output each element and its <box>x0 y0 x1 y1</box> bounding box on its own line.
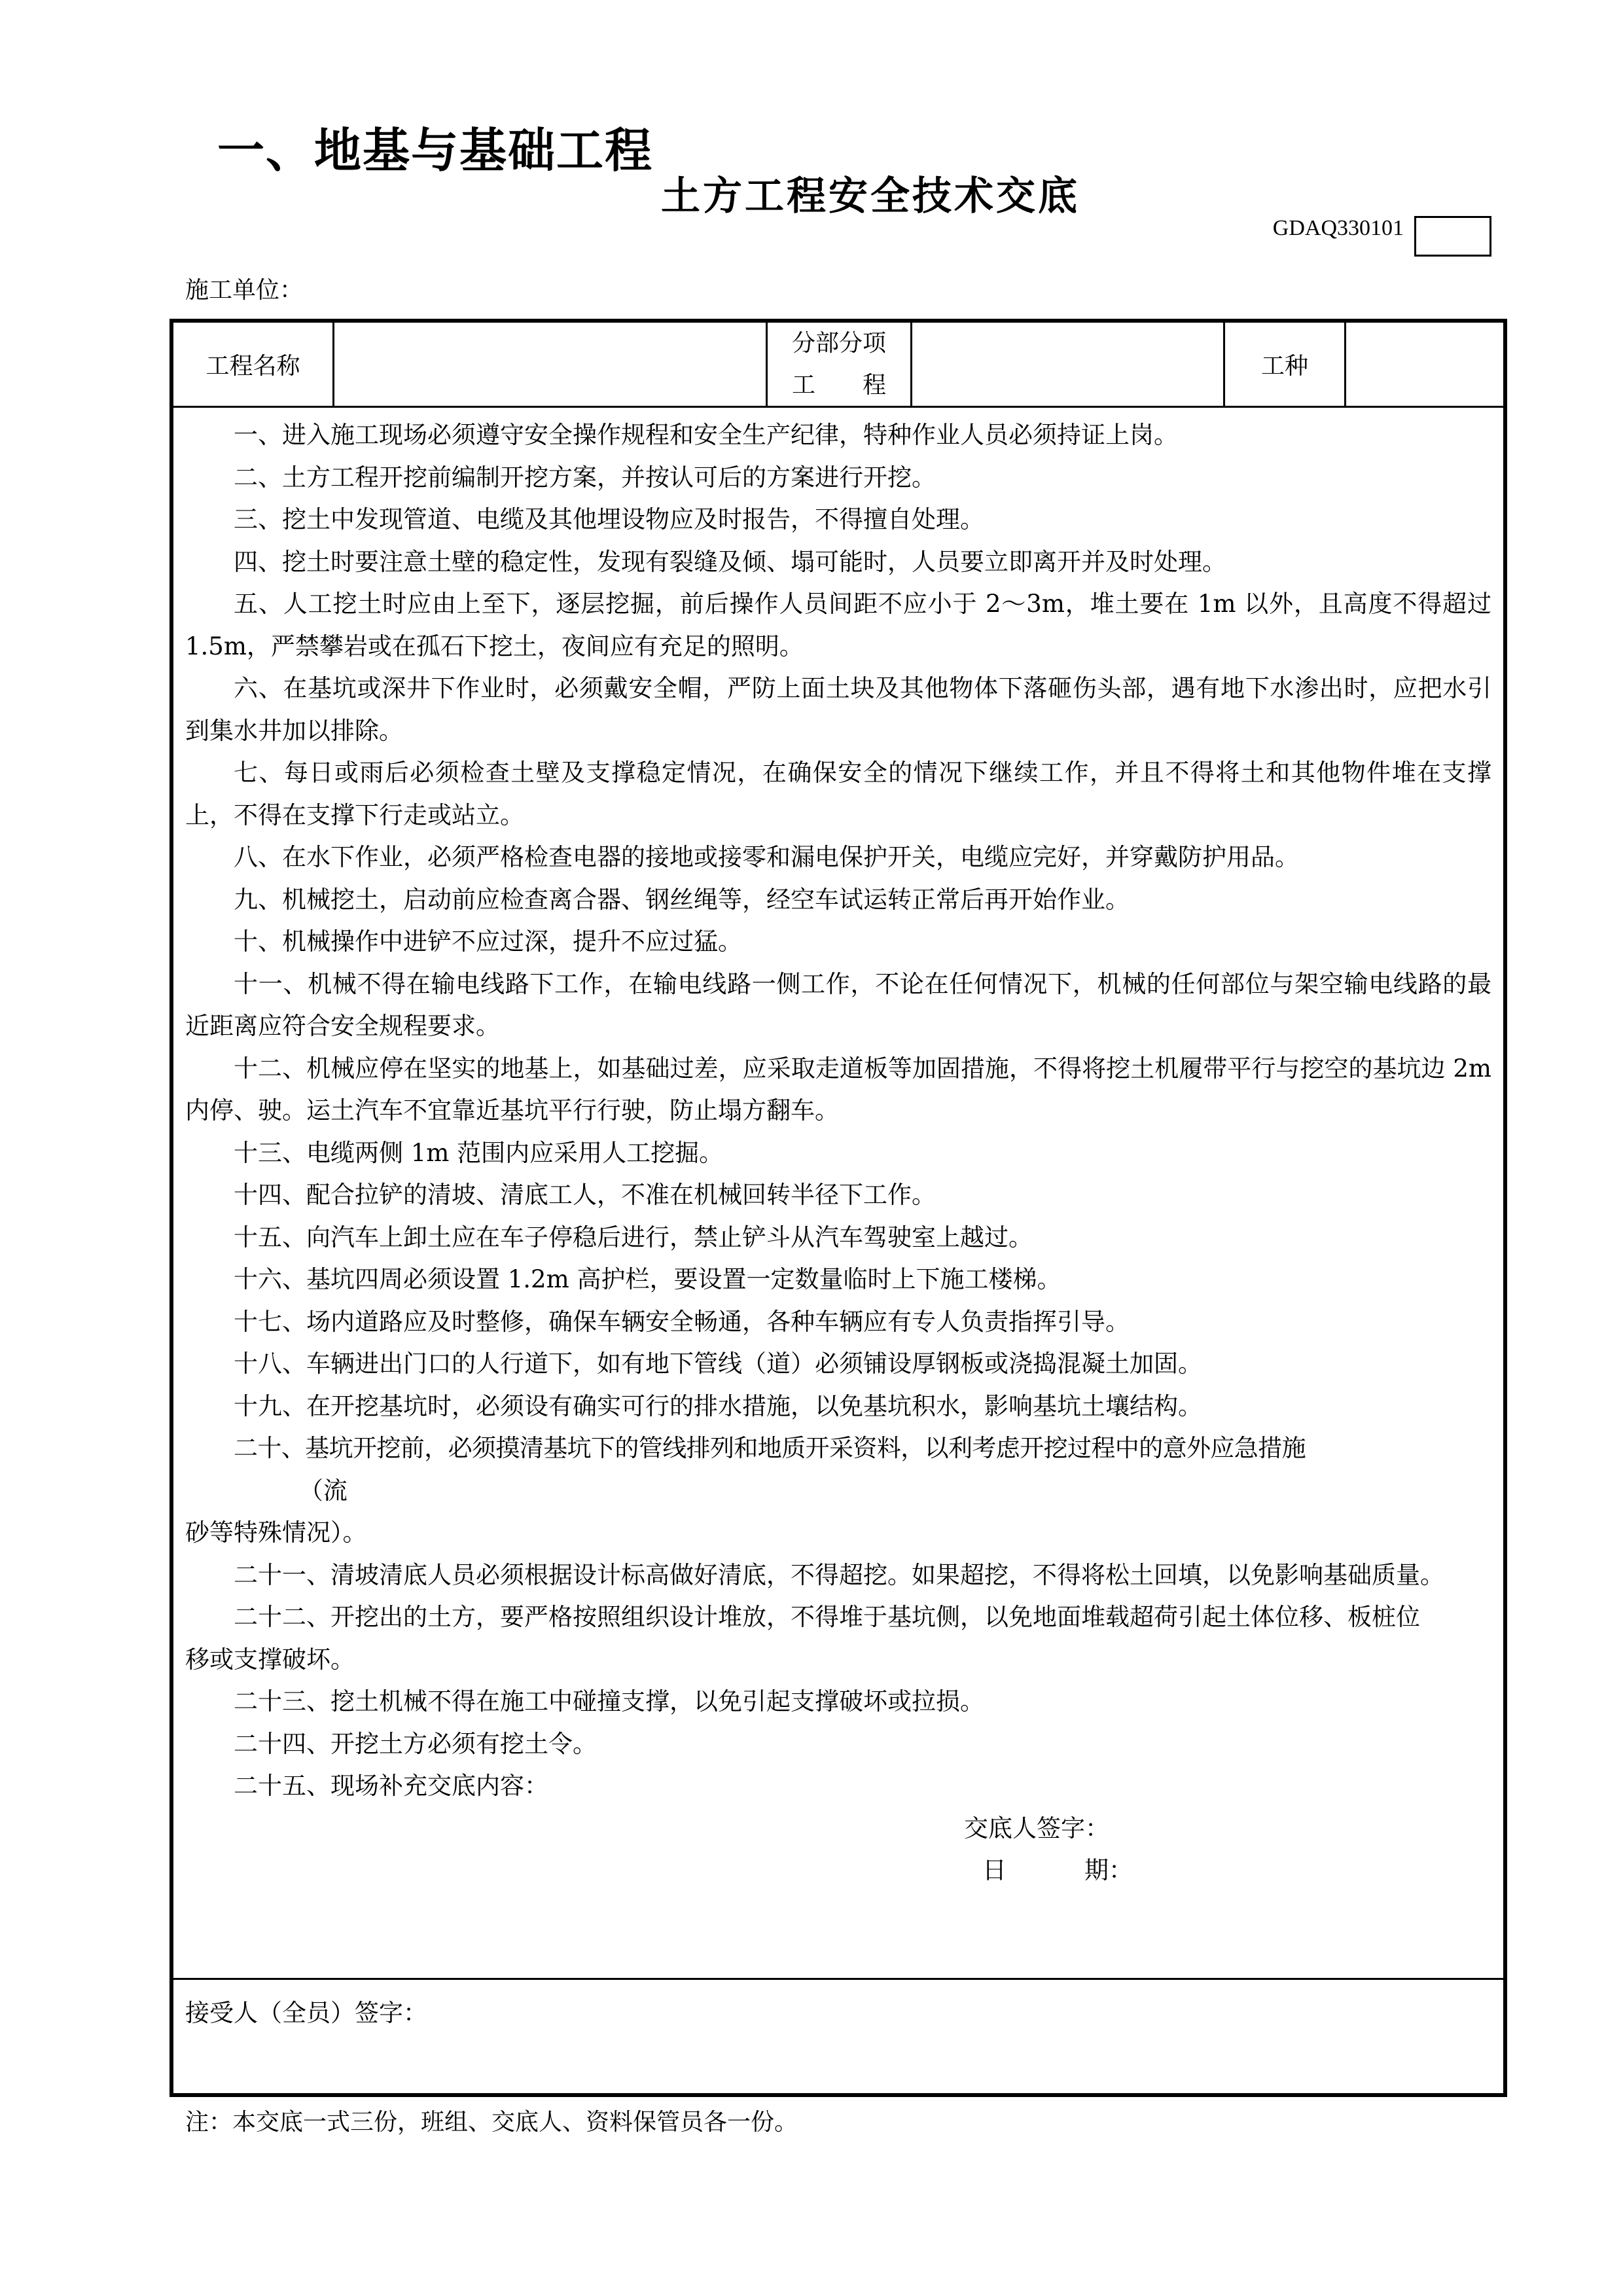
disclosure-date-label <box>964 1850 1133 1892</box>
safety-item: 十一、机械不得在输电线路下工作，在输电线路一侧工作，不论在任何情况下，机械的任何部位与架空输电线路的最近距离应符合安全规程要求。 <box>185 969 1491 1040</box>
date-label-b: 期： <box>1084 1856 1133 1884</box>
section-heading: 一、地基与基础工程 <box>217 123 654 178</box>
safety-item: 二十二、开挖出的土方，要严格按照组织设计堆放，不得堆于基坑侧，以免地面堆载超荷引起土体位移、板桩位移或支撑破坏。 <box>185 1603 1420 1674</box>
safety-item-20-line2: （流 <box>298 1476 348 1505</box>
sub-project-field[interactable] <box>912 323 1225 406</box>
supplementary-content-label: 二十五、现场补充交底内容： <box>234 1772 548 1800</box>
receiver-signature-field[interactable] <box>173 1980 1503 2093</box>
construction-unit-label: 施工单位： <box>185 277 304 304</box>
discloser-signature-block <box>964 1808 1491 1892</box>
project-name-label-text: 工程名称 <box>205 353 300 380</box>
receiver-signature-label: 接受人（全员）签字： <box>185 1999 427 2027</box>
safety-item: 十三、电缆两侧 1m 范围内应采用人工挖掘。 <box>234 1138 724 1167</box>
trade-label <box>1225 323 1346 406</box>
project-name-label <box>173 323 334 406</box>
safety-item: 十二、机械应停在坚实的地基上，如基础过差，应采取走道板等加固措施，不得将挖土机履带平行与挖空的基坑边 2m 内停、驶。运土汽车不宜靠近基坑平行行驶，防止塌方翻车。 <box>185 1054 1491 1124</box>
date-label-a: 日 <box>982 1856 1007 1884</box>
safety-item: 九、机械挖土，启动前应检查离合器、钢丝绳等，经空车试运转正常后再开始作业。 <box>234 885 1130 914</box>
safety-item: 二、土方工程开挖前编制开挖方案，并按认可后的方案进行开挖。 <box>234 463 936 492</box>
safety-item: 七、每日或雨后必须检查土壁及支撑稳定情况，在确保安全的情况下继续工作，并且不得将土和其他物件堆在支撑上，不得在支撑下行走或站立。 <box>185 759 1491 829</box>
document-title: 土方工程安全技术交底 <box>661 173 1080 219</box>
safety-item: 四、挖土时要注意土壁的稳定性，发现有裂缝及倾、塌可能时，人员要立即离开并及时处理。 <box>234 547 1226 576</box>
form-code: GDAQ330101 <box>1272 216 1404 240</box>
safety-item: 十七、场内道路应及时整修，确保车辆安全畅通，各种车辆应有专人负责指挥引导。 <box>234 1307 1130 1336</box>
safety-item: 五、人工挖土时应由上至下，逐层挖掘，前后操作人员间距不应小于 2～3m，堆土要在 1m 以外，且高度不得超过 1.5m，严禁攀岩或在孤石下挖土，夜间应有充足的照明。 <box>185 590 1491 660</box>
header-row <box>173 323 1503 408</box>
safety-item: 十六、基坑四周必须设置 1.2m 高护栏，要设置一定数量临时上下施工楼梯。 <box>234 1265 1061 1293</box>
form-code-input-box[interactable] <box>1414 216 1491 257</box>
safety-item: 十五、向汽车上卸土应在车子停稳后进行，禁止铲斗从汽车驾驶室上越过。 <box>234 1223 1033 1251</box>
safety-item: 二十三、挖土机械不得在施工中碰撞支撑，以免引起支撑破坏或拉损。 <box>234 1687 984 1715</box>
footer-note: 注：本交底一式三份，班组、交底人、资料保管员各一份。 <box>185 2109 798 2136</box>
safety-item: 十八、车辆进出门口的人行道下，如有地下管线（道）必须铺设厚钢板或浇捣混凝土加固。 <box>234 1350 1202 1378</box>
disclosure-content <box>173 408 1503 1980</box>
safety-item: 三、挖土中发现管道、电缆及其他埋设物应及时报告，不得擅自处理。 <box>234 505 984 533</box>
trade-label-text: 工种 <box>1260 353 1308 380</box>
trade-field[interactable] <box>1346 323 1503 406</box>
sub-project-label <box>768 323 912 406</box>
safety-item-20-line1: 二十、基坑开挖前，必须摸清基坑下的管线排列和地质开采资料，以利考虑开挖过程中的意外应急措施 <box>234 1434 1306 1462</box>
safety-item: 一、进入施工现场必须遵守安全操作规程和安全生产纪律，特种作业人员必须持证上岗。 <box>234 421 1178 449</box>
safety-item: 十九、在开挖基坑时，必须设有确实可行的排水措施，以免基坑积水，影响基坑土壤结构。 <box>234 1391 1202 1420</box>
safety-item: 十四、配合拉铲的清坡、清底工人，不准在机械回转半径下工作。 <box>234 1181 936 1209</box>
sub-project-label-line2 <box>792 365 886 406</box>
disclosure-form-table <box>169 319 1507 2097</box>
sub-project-label-line1: 分部分项 <box>791 329 886 357</box>
sub-project-label-line2-a: 工 <box>791 371 815 399</box>
safety-item-20-line3: 砂等特殊情况）。 <box>185 1518 367 1547</box>
safety-item: 二十四、开挖土方必须有挖土令。 <box>234 1729 597 1758</box>
sub-project-label-stack <box>792 323 886 406</box>
project-name-field[interactable] <box>334 323 768 406</box>
safety-item: 六、在基坑或深井下作业时，必须戴安全帽，严防上面土块及其他物体下落砸伤头部，遇有地下水渗出时，应把水引到集水井加以排除。 <box>185 674 1491 745</box>
safety-item: 十、机械操作中进铲不应过深，提升不应过猛。 <box>234 927 742 956</box>
safety-item: 二十一、清坡清底人员必须根据设计标高做好清底，不得超挖。如果超挖，不得将松土回填，以免影响基础质量。 <box>234 1560 1444 1589</box>
safety-item: 八、在水下作业，必须严格检查电器的接地或接零和漏电保护开关，电缆应完好，并穿戴防护用品。 <box>234 843 1299 871</box>
discloser-signature-label: 交底人签字： <box>964 1814 1109 1842</box>
sub-project-label-line2-b: 程 <box>862 371 886 399</box>
